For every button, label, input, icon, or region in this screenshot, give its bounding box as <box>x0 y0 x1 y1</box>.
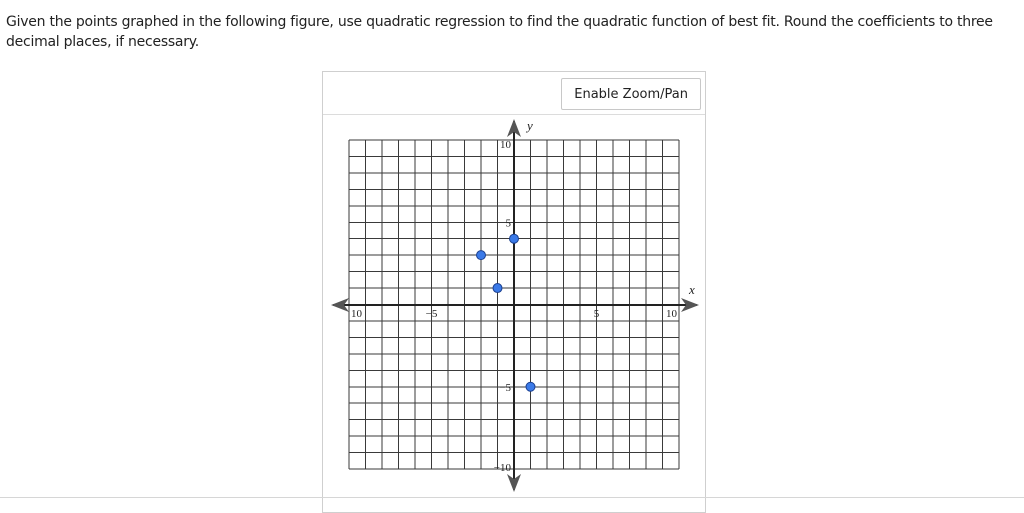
x-axis-label: x <box>689 282 695 297</box>
page-divider <box>0 497 1024 498</box>
y-tick-label: −5 <box>499 381 511 394</box>
question-text: Given the points graphed in the following figure, use quadratic regression to find the quadratic function of best fit. Round the coefficients to three decimal places, if necessary. <box>6 14 993 50</box>
y-axis-label: y <box>527 118 533 133</box>
y-tick-label: 10 <box>500 139 511 151</box>
enable-zoom-pan-button[interactable]: Enable Zoom/Pan <box>561 78 701 110</box>
tick-labels <box>351 118 695 474</box>
data-point <box>526 382 535 391</box>
y-tick-label: 5 <box>505 217 511 230</box>
data-point <box>477 251 486 260</box>
x-tick-label: −5 <box>425 308 438 320</box>
x-tick-label: 10 <box>351 308 362 320</box>
y-tick-label: −10 <box>493 462 511 474</box>
x-tick-label: 5 <box>593 308 600 320</box>
data-point <box>510 234 519 243</box>
data-point <box>493 284 502 293</box>
data-points <box>477 234 536 391</box>
x-tick-label: 10 <box>666 308 677 320</box>
